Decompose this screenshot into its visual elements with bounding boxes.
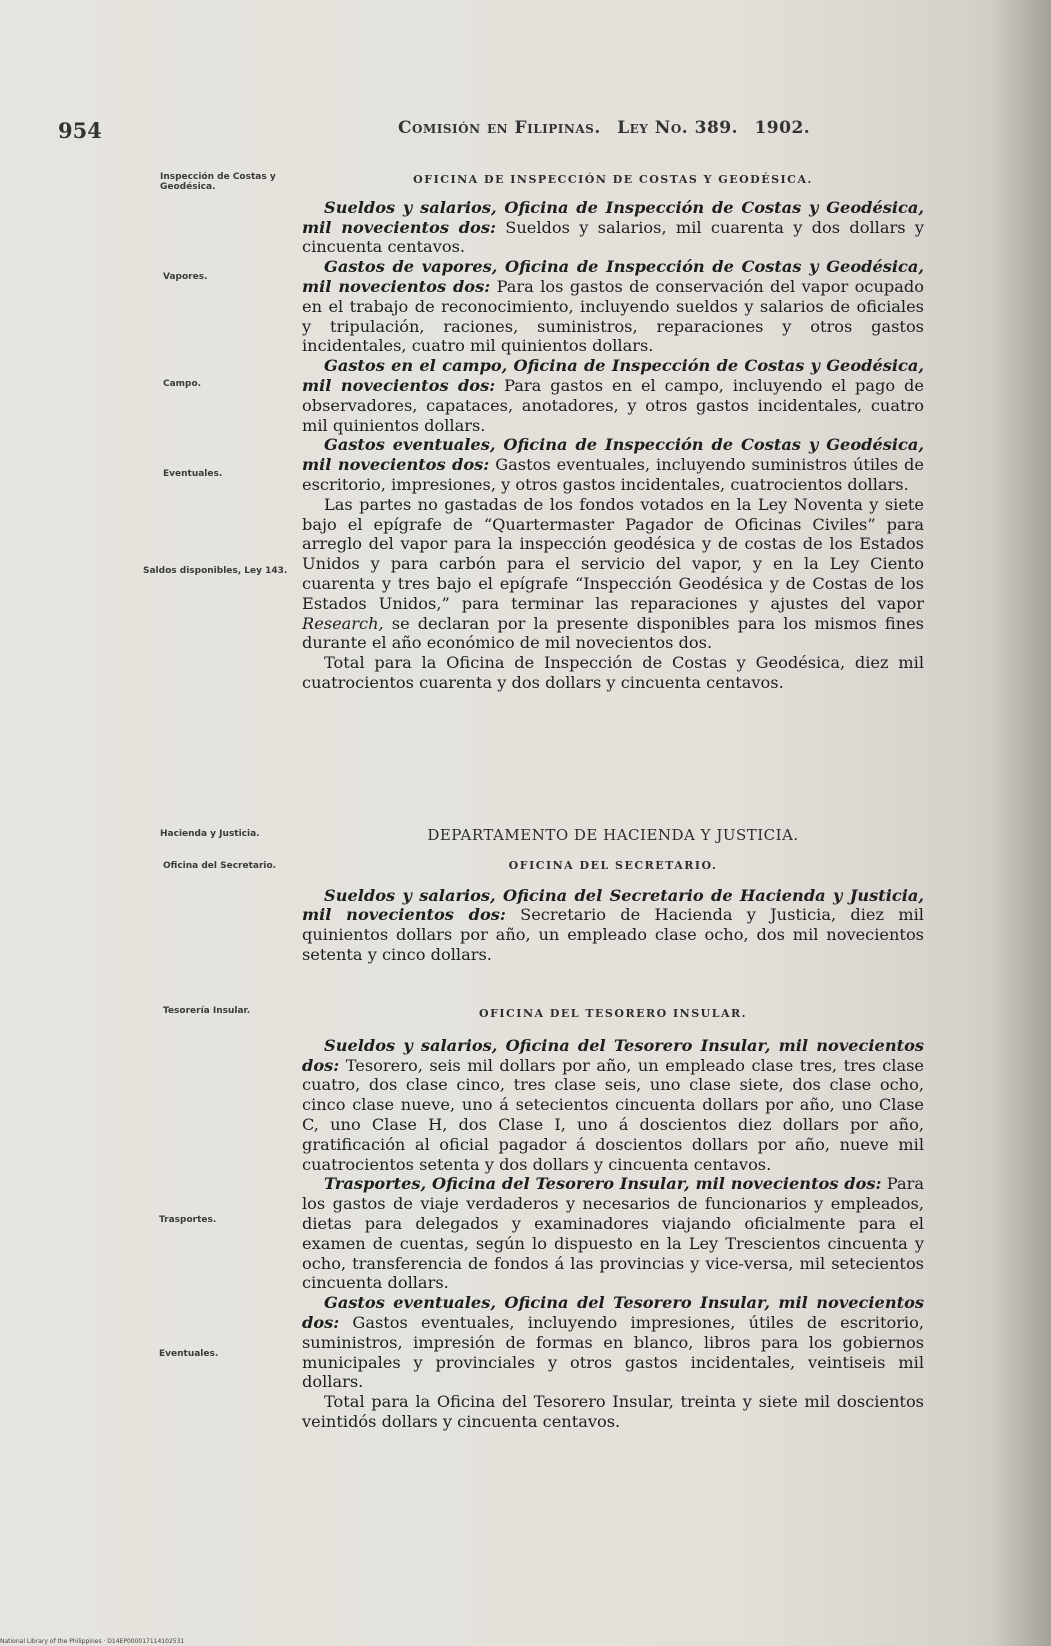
paragraph-lead: Sueldos y salarios, Oficina de Inspección de Costas y Geodésica, mil novecientos dos: <box>302 197 924 237</box>
running-title-part: 1902. <box>754 118 811 138</box>
section-tesoreria <box>302 1004 924 1432</box>
running-title-part: Ley No. 389. <box>617 118 739 138</box>
paragraph-text: Las partes no gastadas de los fondos votados en la Ley Noventa y siete bajo el epígrafe de “Quartermaster Pagador de Oficinas Civiles” para arreglo del vapor para la inspección geodésica y de costas de los Estados Unidos y para carbón para el servicio del vapor, y en la Ley Ciento cuarenta y tres bajo el epígrafe “Inspección Geodésica y de Costas de los Estados Unidos,” para terminar las reparaciones y ajustes del vapor <box>302 494 924 613</box>
paragraph-lead: Gastos de vapores, Oficina de Inspección de Costas y Geodésica, mil novecientos dos: <box>302 257 924 296</box>
paragraph-lead: Sueldos y salarios, Oficina del Tesorero Insular, mil novecientos dos: <box>302 1035 924 1075</box>
running-title-part: Comisión en Filipinas. <box>398 118 601 138</box>
paragraph <box>302 356 924 435</box>
paragraph-lead: Gastos eventuales, Oficina del Tesorero Insular, mil novecientos dos: <box>302 1293 924 1332</box>
running-title <box>398 118 820 138</box>
margin-note: Eventuales. <box>159 1349 219 1359</box>
paragraph <box>302 257 924 356</box>
paragraph <box>302 1293 924 1392</box>
section-total: Total para la Oficina de Inspección de Costas y Geodésica, diez mil cuatrocientos cuarenta y dos dollars y cincuenta centavos. <box>302 653 924 692</box>
paragraph-lead: Trasportes, Oficina del Tesorero Insular, mil novecientos dos: <box>324 1174 882 1194</box>
paragraph-text: Tesorero, seis mil dollars por año, un empleado clase tres, tres clase cuatro, dos clase cinco, tres clase seis, uno clase siete, dos clase ocho, cinco clase nueve, uno á setecientos cincuenta dollars por año, uno Clase C, uno Clase H, dos Clase I, uno á doscientos diez dollars por año, gratificación al oficial pagador á doscientos dollars por año, nueve mil cuatrocientos setenta y dos dollars y cincuenta centavos. <box>302 1055 924 1174</box>
section-heading: OFICINA DEL TESORERO INSULAR. <box>479 1007 747 1020</box>
margin-note: Inspección de Costas y Geodésica. <box>160 172 276 192</box>
section-heading: OFICINA DEL SECRETARIO. <box>508 858 718 872</box>
paragraph-text: Para los gastos de conservación del vapor ocupado en el trabajo de reconocimiento, incluyendo sueldos y salarios de oficiales y tripulación, raciones, suministros, reparaciones y otros gastos incidentales, cuatro mil quinientos dollars. <box>302 276 924 356</box>
page-number: 954 <box>58 118 102 143</box>
section-heading: OFICINA DE INSPECCIÓN DE COSTAS Y GEODÉSICA. <box>413 173 813 186</box>
margin-note: Tesorería Insular. <box>163 1006 251 1016</box>
paragraph <box>302 886 924 965</box>
paragraph <box>302 1174 924 1293</box>
paragraph <box>302 495 924 653</box>
paragraph-text: Sueldos y salarios, mil cuarenta y dos dollars y cincuenta centavos. <box>302 217 924 257</box>
margin-note: Vapores. <box>163 272 208 282</box>
paragraph-lead: Sueldos y salarios, Oficina del Secretario de Hacienda y Justicia, mil novecientos dos: <box>302 885 924 925</box>
paragraph-text: Gastos eventuales, incluyendo suministros útiles de escritorio, impresiones, y otros gastos incidentales, cuatrocientos dollars. <box>302 455 925 494</box>
margin-note: Trasportes. <box>159 1215 217 1225</box>
paragraph-text: Secretario de Hacienda y Justicia, diez mil quinientos dollars por año, un empleado clase ocho, dos mil novecientos setenta y cinco dollars. <box>302 905 924 964</box>
vessel-name: Research, <box>302 613 384 633</box>
margin-note: Campo. <box>163 379 202 389</box>
margin-note: Hacienda y Justicia. <box>160 829 260 839</box>
margin-note: Saldos disponibles, Ley 143. <box>143 566 288 576</box>
section-coast-survey <box>302 170 924 693</box>
scan-footer: National Library of the Philippines · D14EP000017114102531 <box>0 1638 185 1645</box>
paragraph-text: Para los gastos de viaje verdaderos y necesarios de funcionarios y empleados, dietas para delegados y examinadores viajando oficialmente para el examen de cuentas, según lo dispuesto en la Ley Trescientos cincuenta y ocho, transferencia de fondos á las provincias y vice-versa, mil setecientos cincuenta dollars. <box>302 1174 924 1293</box>
margin-note: Eventuales. <box>163 469 223 479</box>
paragraph <box>302 435 924 494</box>
paragraph <box>302 1036 924 1175</box>
paragraph <box>302 198 924 257</box>
paragraph-lead: Gastos en el campo, Oficina de Inspección de Costas y Geodésica, mil novecientos dos: <box>302 356 924 395</box>
section-hacienda <box>302 826 924 965</box>
paragraph-text: Para gastos en el campo, incluyendo el pago de observadores, capataces, anotadores, y otros gastos incidentales, cuatro mil quinientos dollars. <box>302 375 924 435</box>
margin-note: Oficina del Secretario. <box>163 861 277 871</box>
paragraph-text: se declaran por la presente disponibles para los mismos fines durante el año económico de mil novecientos dos. <box>302 613 924 653</box>
paragraph-text: Gastos eventuales, incluyendo impresiones, útiles de escritorio, suministros, impresión de formas en blanco, libros para los gobiernos municipales y provinciales y otros gastos incidentales, veintiseis mil dollars. <box>302 1312 924 1392</box>
paragraph-lead: Gastos eventuales, Oficina de Inspección de Costas y Geodésica, mil novecientos dos: <box>302 435 924 475</box>
section-total: Total para la Oficina del Tesorero Insular, treinta y siete mil doscientos veintidós dollars y cincuenta centavos. <box>302 1392 924 1431</box>
department-heading: DEPARTAMENTO DE HACIENDA Y JUSTICIA. <box>427 826 799 844</box>
